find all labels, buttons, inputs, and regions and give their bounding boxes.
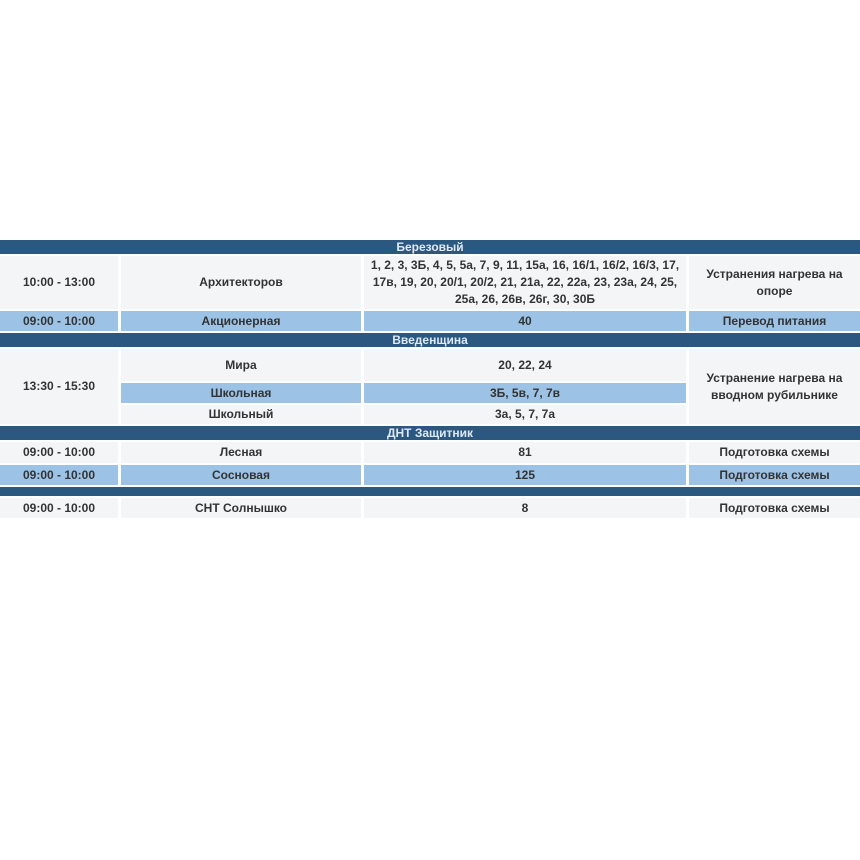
reason-cell: Перевод питания — [689, 311, 860, 333]
time-cell: 09:00 - 10:00 — [0, 442, 121, 465]
street-cell: СНТ Солнышко — [121, 498, 364, 520]
outage-schedule-table — [0, 240, 860, 520]
schedule-body — [0, 240, 860, 520]
time-cell: 13:30 - 15:30 — [0, 349, 121, 426]
numbers-cell: 8 — [364, 498, 689, 520]
numbers-cell: 3а, 5, 7, 7а — [364, 405, 689, 426]
table-row — [0, 311, 860, 333]
street-cell: Акционерная — [121, 311, 364, 333]
street-cell: Школьная — [121, 383, 364, 405]
section-header-row — [0, 487, 860, 498]
table-row — [0, 465, 860, 487]
table-row — [0, 442, 860, 465]
street-cell: Мира — [121, 349, 364, 383]
section-header-row — [0, 333, 860, 349]
time-cell: 09:00 - 10:00 — [0, 465, 121, 487]
section-title: Введенщина — [0, 333, 860, 349]
table-row — [0, 498, 860, 520]
reason-cell: Устранение нагрева на вводном рубильнике — [689, 349, 860, 426]
street-cell: Школьный — [121, 405, 364, 426]
table-row — [0, 349, 860, 383]
numbers-cell: 125 — [364, 465, 689, 487]
street-cell: Архитекторов — [121, 256, 364, 311]
numbers-cell: 3Б, 5в, 7, 7в — [364, 383, 689, 405]
section-title: ДНТ Защитник — [0, 426, 860, 442]
section-header-row — [0, 240, 860, 256]
time-cell: 09:00 - 10:00 — [0, 498, 121, 520]
numbers-cell: 81 — [364, 442, 689, 465]
section-title: Березовый — [0, 240, 860, 256]
reason-cell: Подготовка схемы — [689, 442, 860, 465]
street-cell: Лесная — [121, 442, 364, 465]
numbers-cell: 40 — [364, 311, 689, 333]
numbers-cell: 1, 2, 3, 3Б, 4, 5, 5а, 7, 9, 11, 15а, 16, 16/1, 16/2, 16/3, 17, 17в, 19, 20, 20/1, 20/2, 21, 21а, 22, 22а, 23, 23а, 24, 25, 25а, 26, 26в, 26г, 30, 30Б — [364, 256, 689, 311]
section-title — [0, 487, 860, 498]
reason-cell: Подготовка схемы — [689, 465, 860, 487]
section-header-row — [0, 426, 860, 442]
reason-cell: Устранения нагрева на опоре — [689, 256, 860, 311]
table-row — [0, 256, 860, 311]
street-cell: Сосновая — [121, 465, 364, 487]
time-cell: 09:00 - 10:00 — [0, 311, 121, 333]
numbers-cell: 20, 22, 24 — [364, 349, 689, 383]
reason-cell: Подготовка схемы — [689, 498, 860, 520]
time-cell: 10:00 - 13:00 — [0, 256, 121, 311]
